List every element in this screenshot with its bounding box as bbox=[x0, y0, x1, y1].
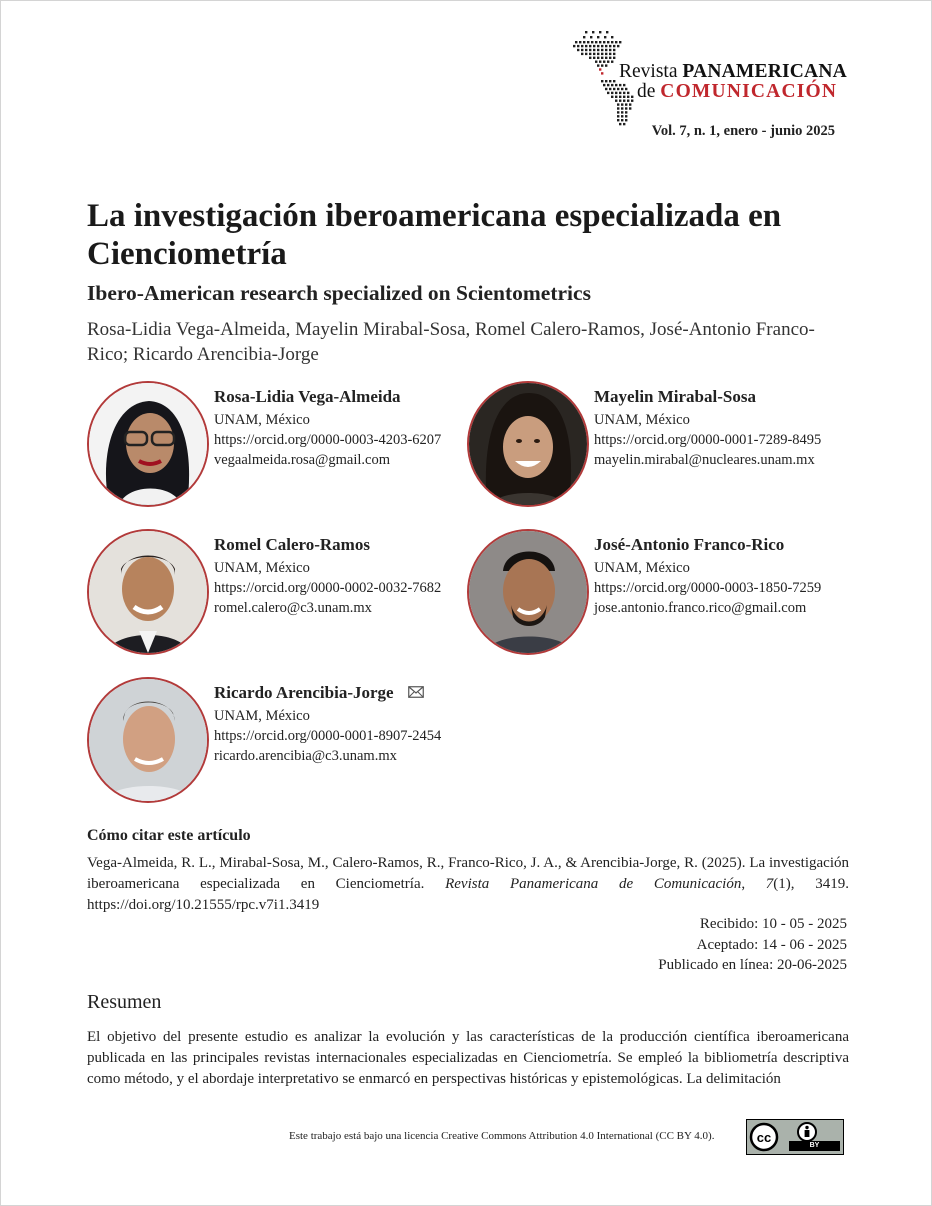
author-email-link[interactable]: jose.antonio.franco.rico@gmail.com bbox=[594, 600, 807, 616]
author-name: Mayelin Mirabal-Sosa bbox=[594, 387, 756, 406]
map-dot bbox=[617, 88, 619, 90]
map-dot bbox=[577, 45, 579, 47]
citation-text-part: , bbox=[741, 876, 766, 892]
volume-info: Vol. 7, n. 1, enero - junio 2025 bbox=[651, 123, 835, 139]
map-dot bbox=[607, 41, 609, 43]
map-dot bbox=[589, 45, 591, 47]
map-dot bbox=[609, 45, 611, 47]
citation-heading: Cómo citar este artículo bbox=[87, 827, 251, 844]
map-dot bbox=[617, 107, 619, 109]
map-dot bbox=[591, 41, 593, 43]
map-dot bbox=[581, 53, 583, 55]
map-dot bbox=[623, 92, 625, 94]
map-dot bbox=[597, 36, 599, 38]
author-photo bbox=[87, 677, 209, 803]
map-dot bbox=[613, 57, 615, 59]
abstract-heading: Resumen bbox=[87, 991, 162, 1013]
map-dot bbox=[601, 45, 603, 47]
author-email-link[interactable]: mayelin.mirabal@nucleares.unam.mx bbox=[594, 452, 815, 468]
map-dot bbox=[607, 61, 609, 63]
citation-doi[interactable]: (1), 3419. https://doi.org/10.21555/rpc.v7i1.3419 bbox=[87, 876, 849, 913]
map-dot bbox=[599, 41, 601, 43]
map-dot bbox=[617, 111, 619, 113]
map-dot bbox=[623, 123, 625, 125]
author-card bbox=[87, 381, 467, 509]
author-orcid-link[interactable]: https://orcid.org/0000-0003-1850-7259 bbox=[594, 580, 822, 596]
map-dot bbox=[615, 100, 617, 102]
author-name: Rosa-Lidia Vega-Almeida bbox=[214, 387, 401, 406]
map-dot bbox=[593, 53, 595, 55]
map-dot bbox=[623, 96, 625, 98]
article-subtitle: Ibero-American research specialized on Scientometrics bbox=[87, 281, 591, 305]
citation-text-part: Vega-Almeida, R. L., Mirabal-Sosa, M., Calero-Ramos, R., Franco-Rico, J. A., & Arencibia-Jorge, R. (2025). La investigación iberoamericana especializada en Cienciometría. bbox=[87, 855, 849, 892]
abstract-text: El objetivo del presente estudio es analizar la evolución y las características de la producción científica iberoamericana publicada en las principales revistas internacionales especializadas en Cienciometría. Se empleó la bibliometría descriptiva como método, y el abordaje interpretativo se enmarcó en perspectivas históricas y epistemológicas. La delimitación bbox=[87, 1029, 849, 1087]
map-dot bbox=[619, 100, 621, 102]
map-dot bbox=[590, 36, 592, 38]
map-dot bbox=[581, 45, 583, 47]
map-dot bbox=[583, 41, 585, 43]
map-dot bbox=[607, 92, 609, 94]
map-dot bbox=[621, 119, 623, 121]
author-card bbox=[467, 381, 847, 509]
map-dot bbox=[609, 57, 611, 59]
map-dot bbox=[589, 57, 591, 59]
authors-line: Rosa-Lidia Vega-Almeida, Mayelin Mirabal-Sosa, Romel Calero-Ramos, José-Antonio Franco-Rico; Ricardo Arencibia-Jorge bbox=[87, 319, 815, 365]
cc-by-label: BY bbox=[789, 1141, 840, 1151]
map-dot bbox=[599, 68, 601, 70]
map-dot bbox=[583, 36, 585, 38]
map-dot bbox=[615, 41, 617, 43]
author-affiliation: UNAM, México bbox=[214, 412, 310, 428]
map-dot bbox=[597, 49, 599, 51]
map-dot bbox=[617, 45, 619, 47]
map-dot bbox=[615, 92, 617, 94]
map-dot bbox=[609, 88, 611, 90]
map-dot bbox=[585, 45, 587, 47]
map-dot bbox=[623, 100, 625, 102]
map-dot bbox=[631, 100, 633, 102]
map-dot bbox=[593, 49, 595, 51]
citation-volume: 7 bbox=[765, 876, 774, 892]
map-dot bbox=[619, 96, 621, 98]
map-dot bbox=[617, 119, 619, 121]
map-dot bbox=[625, 88, 627, 90]
map-dot bbox=[629, 107, 631, 109]
author-affiliation: UNAM, México bbox=[214, 560, 310, 576]
accepted-date: Aceptado: 14 - 06 - 2025 bbox=[696, 936, 847, 953]
map-dot bbox=[595, 61, 597, 63]
author-name: José-Antonio Franco-Rico bbox=[594, 535, 785, 554]
citation-journal-title: Revista Panamericana de Comunicación bbox=[445, 876, 742, 892]
map-dot bbox=[619, 123, 621, 125]
map-dot bbox=[575, 41, 577, 43]
author-card bbox=[87, 677, 467, 805]
map-dot bbox=[605, 88, 607, 90]
map-dot bbox=[585, 49, 587, 51]
map-dot bbox=[605, 57, 607, 59]
map-dot bbox=[625, 119, 627, 121]
map-dot bbox=[601, 53, 603, 55]
map-dot bbox=[611, 36, 613, 38]
author-orcid-link[interactable]: https://orcid.org/0000-0001-8907-2454 bbox=[214, 728, 442, 744]
author-name: Ricardo Arencibia-Jorge bbox=[214, 683, 394, 702]
map-dot bbox=[605, 64, 607, 66]
map-dot bbox=[587, 41, 589, 43]
author-email-link[interactable]: romel.calero@c3.unam.mx bbox=[214, 600, 372, 616]
map-dot bbox=[589, 49, 591, 51]
map-dot bbox=[593, 57, 595, 59]
author-photo bbox=[87, 529, 209, 655]
author-email-link[interactable]: ricardo.arencibia@c3.unam.mx bbox=[214, 748, 397, 764]
map-dot bbox=[577, 49, 579, 51]
map-dot bbox=[615, 84, 617, 86]
map-dot bbox=[604, 36, 606, 38]
map-dot bbox=[599, 31, 601, 33]
map-dot bbox=[603, 84, 605, 86]
author-photo bbox=[87, 381, 209, 507]
map-dot bbox=[613, 80, 615, 82]
map-dot bbox=[627, 96, 629, 98]
map-dot bbox=[605, 80, 607, 82]
map-dot bbox=[625, 103, 627, 105]
map-dot bbox=[621, 88, 623, 90]
map-dot bbox=[609, 53, 611, 55]
author-affiliation: UNAM, México bbox=[214, 708, 310, 724]
envelope-icon[interactable] bbox=[408, 683, 424, 703]
map-dot bbox=[601, 72, 603, 74]
received-date: Recibido: 10 - 05 - 2025 bbox=[699, 916, 847, 932]
journal-name-de: de bbox=[637, 81, 656, 102]
map-dot bbox=[613, 49, 615, 51]
map-dot bbox=[625, 107, 627, 109]
author-affiliation: UNAM, México bbox=[594, 560, 690, 576]
map-dot bbox=[613, 45, 615, 47]
map-dot bbox=[601, 64, 603, 66]
map-dot bbox=[613, 53, 615, 55]
author-name: Romel Calero-Ramos bbox=[214, 535, 370, 554]
map-dot bbox=[597, 53, 599, 55]
map-dot bbox=[615, 96, 617, 98]
map-dot bbox=[621, 103, 623, 105]
map-dot bbox=[617, 115, 619, 117]
published-date: Publicado en línea: 20-06-2025 bbox=[658, 957, 847, 973]
author-photo bbox=[467, 529, 589, 655]
map-dot bbox=[573, 45, 575, 47]
cc-by-license-icon[interactable] bbox=[746, 1119, 844, 1155]
map-dot bbox=[606, 31, 608, 33]
author-photo bbox=[467, 381, 589, 507]
map-dot bbox=[631, 96, 633, 98]
map-dot bbox=[619, 41, 621, 43]
author-card bbox=[87, 529, 467, 657]
map-dot bbox=[585, 31, 587, 33]
map-dot bbox=[629, 103, 631, 105]
author-email-link[interactable]: vegaalmeida.rosa@gmail.com bbox=[214, 452, 391, 468]
map-dot bbox=[611, 84, 613, 86]
map-dot bbox=[599, 61, 601, 63]
map-dot bbox=[603, 61, 605, 63]
map-dot bbox=[597, 64, 599, 66]
map-dot bbox=[609, 80, 611, 82]
map-dot bbox=[621, 115, 623, 117]
map-dot bbox=[603, 41, 605, 43]
author-orcid-link[interactable]: https://orcid.org/0000-0002-0032-7682 bbox=[214, 580, 442, 596]
map-dot bbox=[589, 53, 591, 55]
map-dot bbox=[593, 45, 595, 47]
map-dot bbox=[617, 103, 619, 105]
map-dot bbox=[595, 41, 597, 43]
map-dot bbox=[627, 100, 629, 102]
article-title: La investigación iberoamericana especializada en Cienciometría bbox=[87, 198, 782, 272]
map-dot bbox=[621, 111, 623, 113]
map-dot bbox=[601, 57, 603, 59]
article-dates bbox=[658, 914, 847, 976]
map-dot bbox=[611, 41, 613, 43]
map-dot bbox=[592, 31, 594, 33]
map-dot bbox=[611, 92, 613, 94]
map-dot bbox=[625, 111, 627, 113]
map-dot bbox=[579, 41, 581, 43]
map-dot bbox=[601, 49, 603, 51]
map-dot bbox=[623, 84, 625, 86]
map-dot bbox=[607, 84, 609, 86]
map-dot bbox=[621, 107, 623, 109]
map-dot bbox=[605, 49, 607, 51]
map-dot bbox=[581, 49, 583, 51]
journal-name-bold: PANAMERICANA bbox=[682, 61, 847, 82]
citation-text bbox=[87, 853, 849, 916]
map-dot bbox=[625, 115, 627, 117]
author-orcid-link[interactable]: https://orcid.org/0000-0001-7289-8495 bbox=[594, 432, 822, 448]
map-dot bbox=[613, 88, 615, 90]
journal-name-comm: COMUNICACIÓN bbox=[660, 81, 838, 102]
map-dot bbox=[605, 45, 607, 47]
map-dot bbox=[611, 96, 613, 98]
cc-label: cc bbox=[756, 1130, 772, 1145]
journal-name-prefix: Revista bbox=[619, 61, 678, 82]
map-dot bbox=[597, 45, 599, 47]
map-dot bbox=[597, 57, 599, 59]
map-dot bbox=[619, 92, 621, 94]
map-dot bbox=[619, 84, 621, 86]
map-dot bbox=[601, 80, 603, 82]
map-dot bbox=[605, 53, 607, 55]
map-dot bbox=[609, 49, 611, 51]
author-affiliation: UNAM, México bbox=[594, 412, 690, 428]
license-text: Este trabajo está bajo una licencia Creative Commons Attribution 4.0 International (CC BY 4.0). bbox=[289, 1130, 715, 1142]
map-dot bbox=[611, 61, 613, 63]
author-card bbox=[467, 529, 847, 657]
author-orcid-link[interactable]: https://orcid.org/0000-0003-4203-6207 bbox=[214, 432, 442, 448]
journal-logo bbox=[567, 27, 847, 127]
map-dot bbox=[627, 92, 629, 94]
map-dot bbox=[585, 53, 587, 55]
